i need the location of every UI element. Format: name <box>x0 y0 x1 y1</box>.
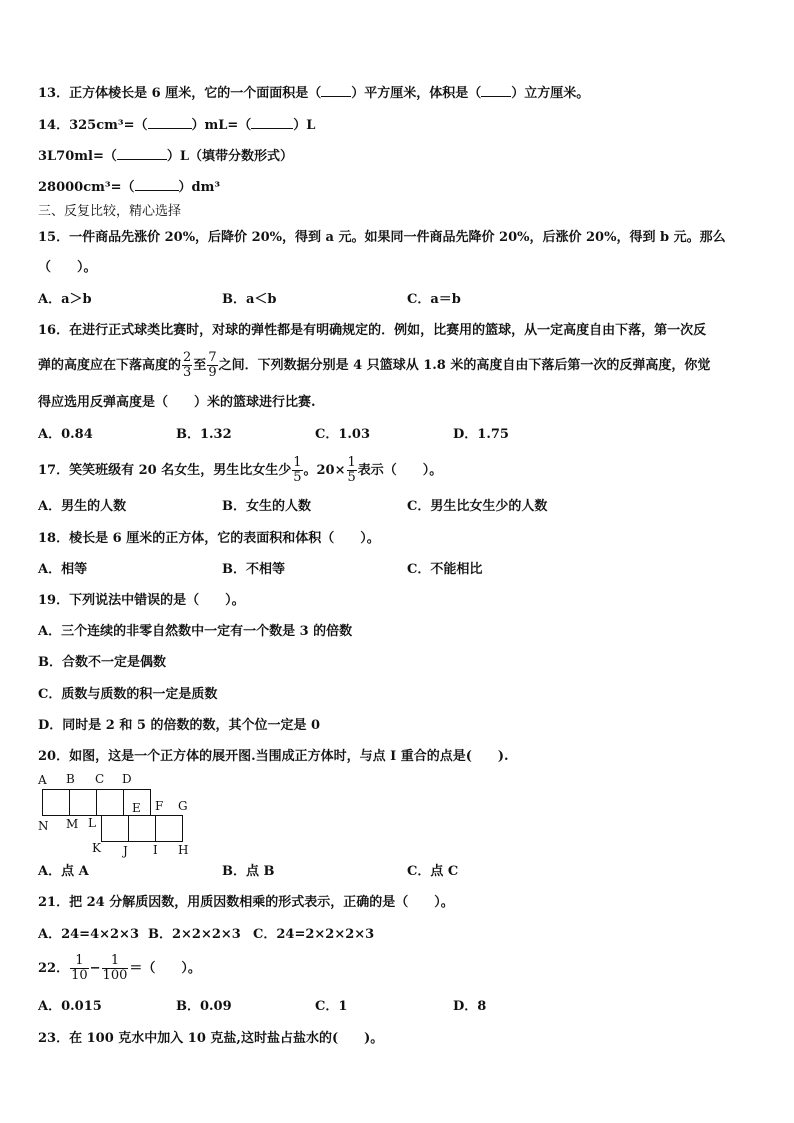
question-13: 13．正方体棱长是 6 厘米，它的一个面面积是（ ）平方厘米，体积是（ ）立方厘米。 <box>38 86 590 101</box>
option-a[interactable]: A．男生的人数 <box>38 499 127 514</box>
option-b[interactable]: B．0.09 <box>176 999 232 1014</box>
net-face <box>69 789 97 816</box>
fraction: $\frac{1}{100}$ <box>102 953 128 983</box>
option-b[interactable]: B．不相等 <box>222 562 285 577</box>
option-c[interactable]: C．1.03 <box>315 427 371 442</box>
option-c[interactable]: C．男生比女生少的人数 <box>407 499 548 514</box>
question-15-line-1: 15．一件商品先涨价 20%，后降价 20%，得到 a 元。如果同一件商品先降价 20%，后涨价 20%，得到 b 元。那么 <box>38 230 726 245</box>
question-14-line-3: 28000cm³=（ ）dm³ <box>38 180 221 195</box>
option-a[interactable]: A．相等 <box>38 562 88 577</box>
net-face <box>128 815 156 842</box>
question-22: 22． $\frac{1}{10}$ − $\frac{1}{100}$ ＝（ ）。 <box>38 953 201 983</box>
net-face <box>42 789 70 816</box>
option-b[interactable]: B．a＜b <box>222 292 277 307</box>
option-a[interactable]: A．24=4×2×3 <box>38 927 139 942</box>
question-23: 23．在 100 克水中加入 10 克盐,这时盐占盐水的( )。 <box>38 1031 384 1046</box>
option-c[interactable]: C．质数与质数的积一定是质数 <box>38 687 218 702</box>
section-heading: 三、反复比较，精心选择 <box>38 204 182 219</box>
fraction: $\frac{1}{5}$ <box>293 455 302 485</box>
answer-blank[interactable] <box>117 147 167 160</box>
vertex-label-l: L <box>88 816 96 830</box>
net-face <box>101 815 129 842</box>
fraction: $\frac{1}{5}$ <box>347 455 356 485</box>
question-16-line-1: 16．在进行正式球类比赛时，对球的弹性都是有明确规定的．例如，比赛用的篮球，从一定高度自由下落，第一次反 <box>38 323 707 338</box>
vertex-label-f: F <box>155 799 164 813</box>
option-b[interactable]: B．合数不一定是偶数 <box>38 655 166 670</box>
option-a[interactable]: A．三个连续的非零自然数中一定有一个数是 3 的倍数 <box>38 624 353 639</box>
vertex-label-k: K <box>92 841 101 855</box>
option-b[interactable]: B．2×2×2×3 <box>148 927 241 942</box>
option-a[interactable]: A．a＞b <box>38 292 92 307</box>
fraction: $\frac{7}{9}$ <box>208 350 217 380</box>
option-b[interactable]: B．女生的人数 <box>222 499 311 514</box>
question-14-line-1: 14．325cm³=（ ）mL=（ ）L <box>38 118 316 133</box>
option-a[interactable]: A．点 A <box>38 864 89 879</box>
answer-blank[interactable] <box>148 116 192 129</box>
question-14-line-2: 3L70ml=（ ）L（填带分数形式） <box>38 149 294 164</box>
option-c[interactable]: C．a＝b <box>407 292 461 307</box>
vertex-label-d: D <box>122 772 132 786</box>
net-face <box>96 789 124 816</box>
vertex-label-j: J <box>123 844 128 858</box>
fraction: $\frac{2}{3}$ <box>183 350 192 380</box>
answer-blank[interactable] <box>251 116 293 129</box>
option-d[interactable]: D．同时是 2 和 5 的倍数的数，其个位一定是 0 <box>38 718 321 733</box>
answer-blank[interactable] <box>321 84 351 97</box>
vertex-label-b: B <box>66 772 75 786</box>
question-17: 17．笑笑班级有 20 名女生，男生比女生少 $\frac{1}{5}$ 。20× $\frac{1}{5}$ 表示（ ）。 <box>38 455 443 485</box>
answer-blank[interactable] <box>135 178 179 191</box>
vertex-label-m: M <box>66 817 79 831</box>
question-18: 18．棱长是 6 厘米的正方体，它的表面积和体积（ ）。 <box>38 531 380 546</box>
vertex-label-e: E <box>132 801 141 815</box>
option-b[interactable]: B．1.32 <box>176 427 232 442</box>
net-face <box>155 815 183 842</box>
question-16-line-3: 得应选用反弹高度是（ ）米的篮球进行比赛. <box>38 395 316 410</box>
vertex-label-i: I <box>153 843 158 857</box>
option-c[interactable]: C．点 C <box>407 864 459 879</box>
vertex-label-c: C <box>95 772 105 786</box>
option-d[interactable]: D．8 <box>453 999 487 1014</box>
question-16-line-2: 弹的高度应在下落高度的 $\frac{2}{3}$ 至 $\frac{7}{9}$ 之间．下列数据分别是 4 只篮球从 1.8 米的高度自由下落后第一次的反弹高度，你觉 <box>38 350 711 380</box>
vertex-label-n: N <box>38 819 49 833</box>
option-c[interactable]: C．24=2×2×2×3 <box>253 927 375 942</box>
question-20: 20．如图，这是一个正方体的展开图.当围成正方体时，与点 I 重合的点是( ). <box>38 749 509 764</box>
question-19: 19．下列说法中错误的是（ ）。 <box>38 593 245 608</box>
question-15-line-2: （ ）。 <box>38 260 97 275</box>
answer-blank[interactable] <box>481 84 511 97</box>
vertex-label-h: H <box>178 843 189 857</box>
fraction: $\frac{1}{10}$ <box>71 953 88 983</box>
question-21: 21．把 24 分解质因数，用质因数相乘的形式表示，正确的是（ ）。 <box>38 895 454 910</box>
option-a[interactable]: A．0.84 <box>38 427 93 442</box>
vertex-label-a: A <box>38 773 47 787</box>
option-a[interactable]: A．0.015 <box>38 999 102 1014</box>
option-d[interactable]: D．1.75 <box>453 427 509 442</box>
option-b[interactable]: B．点 B <box>222 864 275 879</box>
cube-net-figure <box>38 772 198 858</box>
option-c[interactable]: C．1 <box>315 999 348 1014</box>
vertex-label-g: G <box>178 799 188 813</box>
option-c[interactable]: C．不能相比 <box>407 562 483 577</box>
